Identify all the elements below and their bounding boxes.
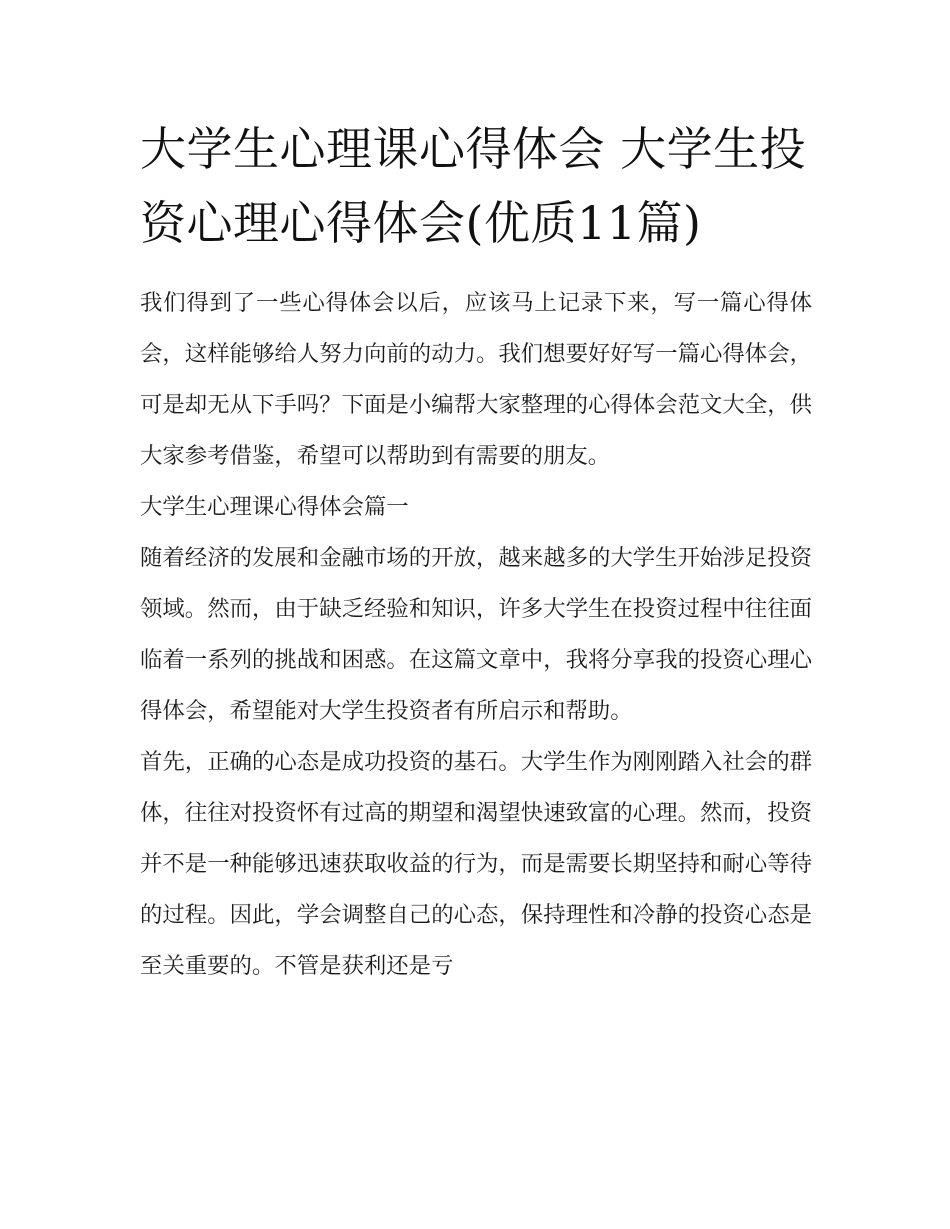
document-page (140, 112, 812, 992)
body-paragraph-2: 首先，正确的心态是成功投资的基石。大学生作为刚刚踏入社会的群体，往往对投资怀有过高的期望和渴望快速致富的心理。然而，投资并不是一种能够迅速获取收益的行为，而是需要长期坚持和耐心等待的过程。因此，学会调整自己的心态，保持理性和冷静的投资心态是至关重要的。不管是获利还是亏 (140, 749, 812, 979)
body-paragraph-1: 随着经济的发展和金融市场的开放，越来越多的大学生开始涉足投资领域。然而，由于缺乏经验和知识，许多大学生在投资过程中往往面临着一系列的挑战和困惑。在这篇文章中，我将分享我的投资心理心得体会，希望能对大学生投资者有所启示和帮助。 (140, 545, 812, 724)
intro-paragraph: 我们得到了一些心得体会以后，应该马上记录下来，写一篇心得体会，这样能够给人努力向前的动力。我们想要好好写一篇心得体会，可是却无从下手吗？下面是小编帮大家整理的心得体会范文大全，供大家参考借鉴，希望可以帮助到有需要的朋友。 (140, 290, 812, 469)
section-heading: 大学生心理课心得体会篇一 (140, 494, 409, 520)
document-title: 大学生心理课心得体会 大学生投资心理心得体会(优质11篇) (140, 122, 807, 250)
